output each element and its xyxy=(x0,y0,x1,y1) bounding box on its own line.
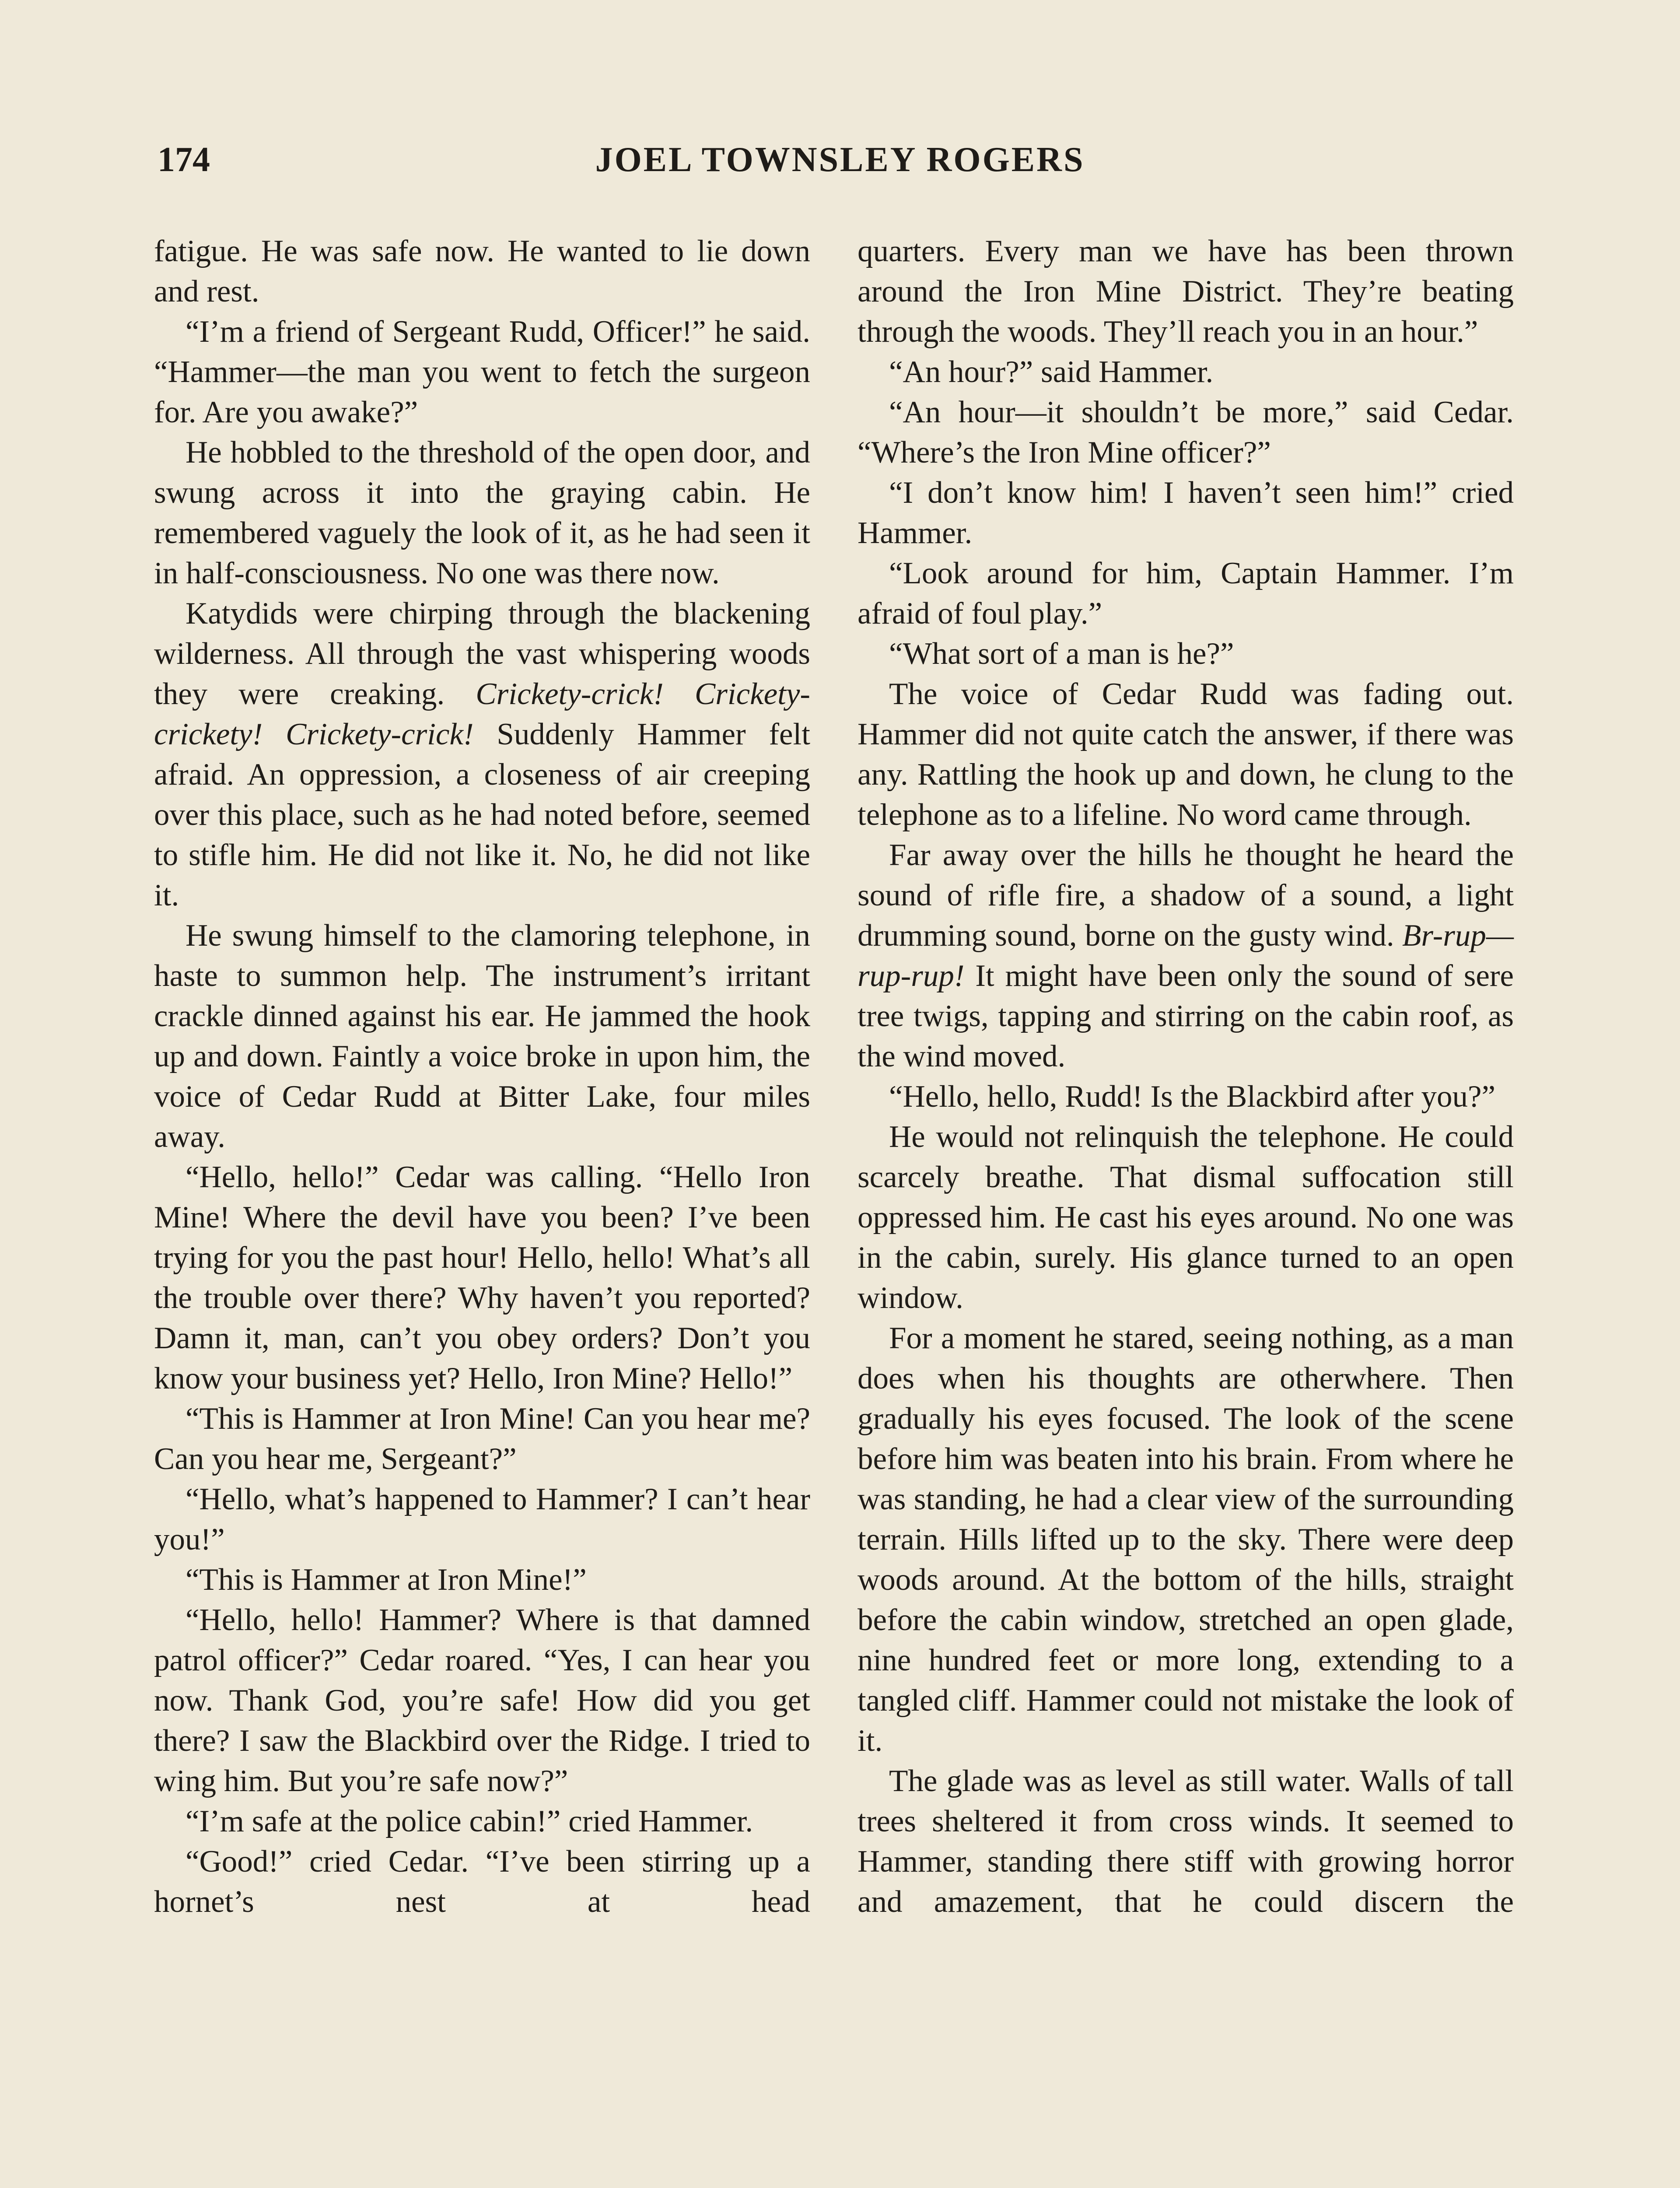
paragraph: Far away over the hills he thought he heard the sound of rifle fire, a shadow of a sound, a light drumming sound, borne on the gusty wind. Br-rup—rup-rup! It might have been only the sound of sere tree twigs, tapping and stirring on the cabin roof, as the wind moved. xyxy=(858,838,1514,1073)
paragraph: “Hello, what’s happened to Hammer? I can’t hear you!” xyxy=(154,1482,810,1557)
left-column xyxy=(154,231,810,1922)
paragraph: Katydids were chirping through the blackening wilderness. All through the vast whispering woods they were creaking. Crickety-crick! Crickety-crickety! Crickety-crick! Suddenly Hammer felt afraid. An oppression, a closeness of air creeping over this place, such as he had noted before, seemed to stifle him. He did not like it. No, he did not like it. xyxy=(154,596,811,912)
paragraph: “This is Hammer at Iron Mine!” xyxy=(186,1563,587,1597)
paragraph: fatigue. He was safe now. He wanted to lie down and rest. xyxy=(154,234,810,309)
paragraph: “This is Hammer at Iron Mine! Can you hear me? Can you hear me, Sergeant?” xyxy=(154,1402,810,1476)
right-column xyxy=(858,231,1514,1922)
paragraph: “Hello, hello, Rudd! Is the Blackbird after you?” xyxy=(889,1080,1496,1114)
paragraph: “I don’t know him! I haven’t seen him!” cried Hammer. xyxy=(858,476,1514,550)
paragraph: “Good!” cried Cedar. “I’ve been stirring up a hornet’s nest at head xyxy=(154,1844,810,1919)
paragraph: “Look around for him, Captain Hammer. I’m afraid of foul play.” xyxy=(858,556,1514,631)
paragraph: The glade was as level as still water. Walls of tall trees sheltered it from cross winds. It seemed to Hammer, standing there stiff with growing horror and amazement, that he could discern the xyxy=(858,1764,1514,1919)
paragraph: He hobbled to the threshold of the open door, and swung across it into the graying cabin. He remembered vaguely the look of it, as he had seen it in half-consciousness. No one was there now. xyxy=(154,435,810,590)
paragraph: For a moment he stared, seeing nothing, as a man does when his thoughts are otherwhere. Then gradually his eyes focused. The look of the scene before him was beaten into his brain. From where he was standing, he had a clear view of the surrounding terrain. Hills lifted up to the sky. There were deep woods around. At the bottom of the hills, straight before the cabin window, stretched an open glade, nine hundred feet or more long, extending to a tangled cliff. Hammer could not mistake the look of it. xyxy=(858,1321,1514,1758)
paragraph: quarters. Every man we have has been thrown around the Iron Mine District. They’re beating through the woods. They’ll reach you in an hour.” xyxy=(858,234,1514,349)
page-number: 174 xyxy=(158,140,210,179)
paragraph: He swung himself to the clamoring telephone, in haste to summon help. The instrument’s irritant crackle dinned against his ear. He jammed the hook up and down. Faintly a voice broke in upon him, the voice of Cedar Rudd at Bitter Lake, four miles away. xyxy=(154,919,810,1154)
paragraph: “An hour—it shouldn’t be more,” said Cedar. “Where’s the Iron Mine officer?” xyxy=(858,395,1514,470)
paragraph: “What sort of a man is he?” xyxy=(889,637,1234,671)
paragraph: The voice of Cedar Rudd was fading out. Hammer did not quite catch the answer, if there was any. Rattling the hook up and down, he clung to the telephone as to a lifeline. No word came through. xyxy=(858,677,1514,832)
paragraph: He would not relinquish the telephone. He could scarcely breathe. That dismal suffocation still oppressed him. He cast his eyes around. No one was in the cabin, surely. His glance turned to an open window. xyxy=(858,1120,1514,1315)
running-head: JOEL TOWNSLEY ROGERS xyxy=(595,140,1085,179)
paragraph: “I’m a friend of Sergeant Rudd, Officer!” he said. “Hammer—the man you went to fetch the surgeon for. Are you awake?” xyxy=(154,315,810,429)
paragraph: “An hour?” said Hammer. xyxy=(889,355,1214,389)
paragraph: “I’m safe at the police cabin!” cried Hammer. xyxy=(186,1804,753,1838)
paragraph: “Hello, hello! Hammer? Where is that damned patrol officer?” Cedar roared. “Yes, I can hear you now. Thank God, you’re safe! How did you get there? I saw the Blackbird over the Ridge. I tried to wing him. But you’re safe now?” xyxy=(154,1603,810,1798)
paragraph: “Hello, hello!” Cedar was calling. “Hello Iron Mine! Where the devil have you been? I’ve been trying for you the past hour! Hello, hello! What’s all the trouble over there? Why haven’t you reported? Damn it, man, can’t you obey orders? Don’t you know your business yet? Hello, Iron Mine? Hello!” xyxy=(154,1160,810,1396)
